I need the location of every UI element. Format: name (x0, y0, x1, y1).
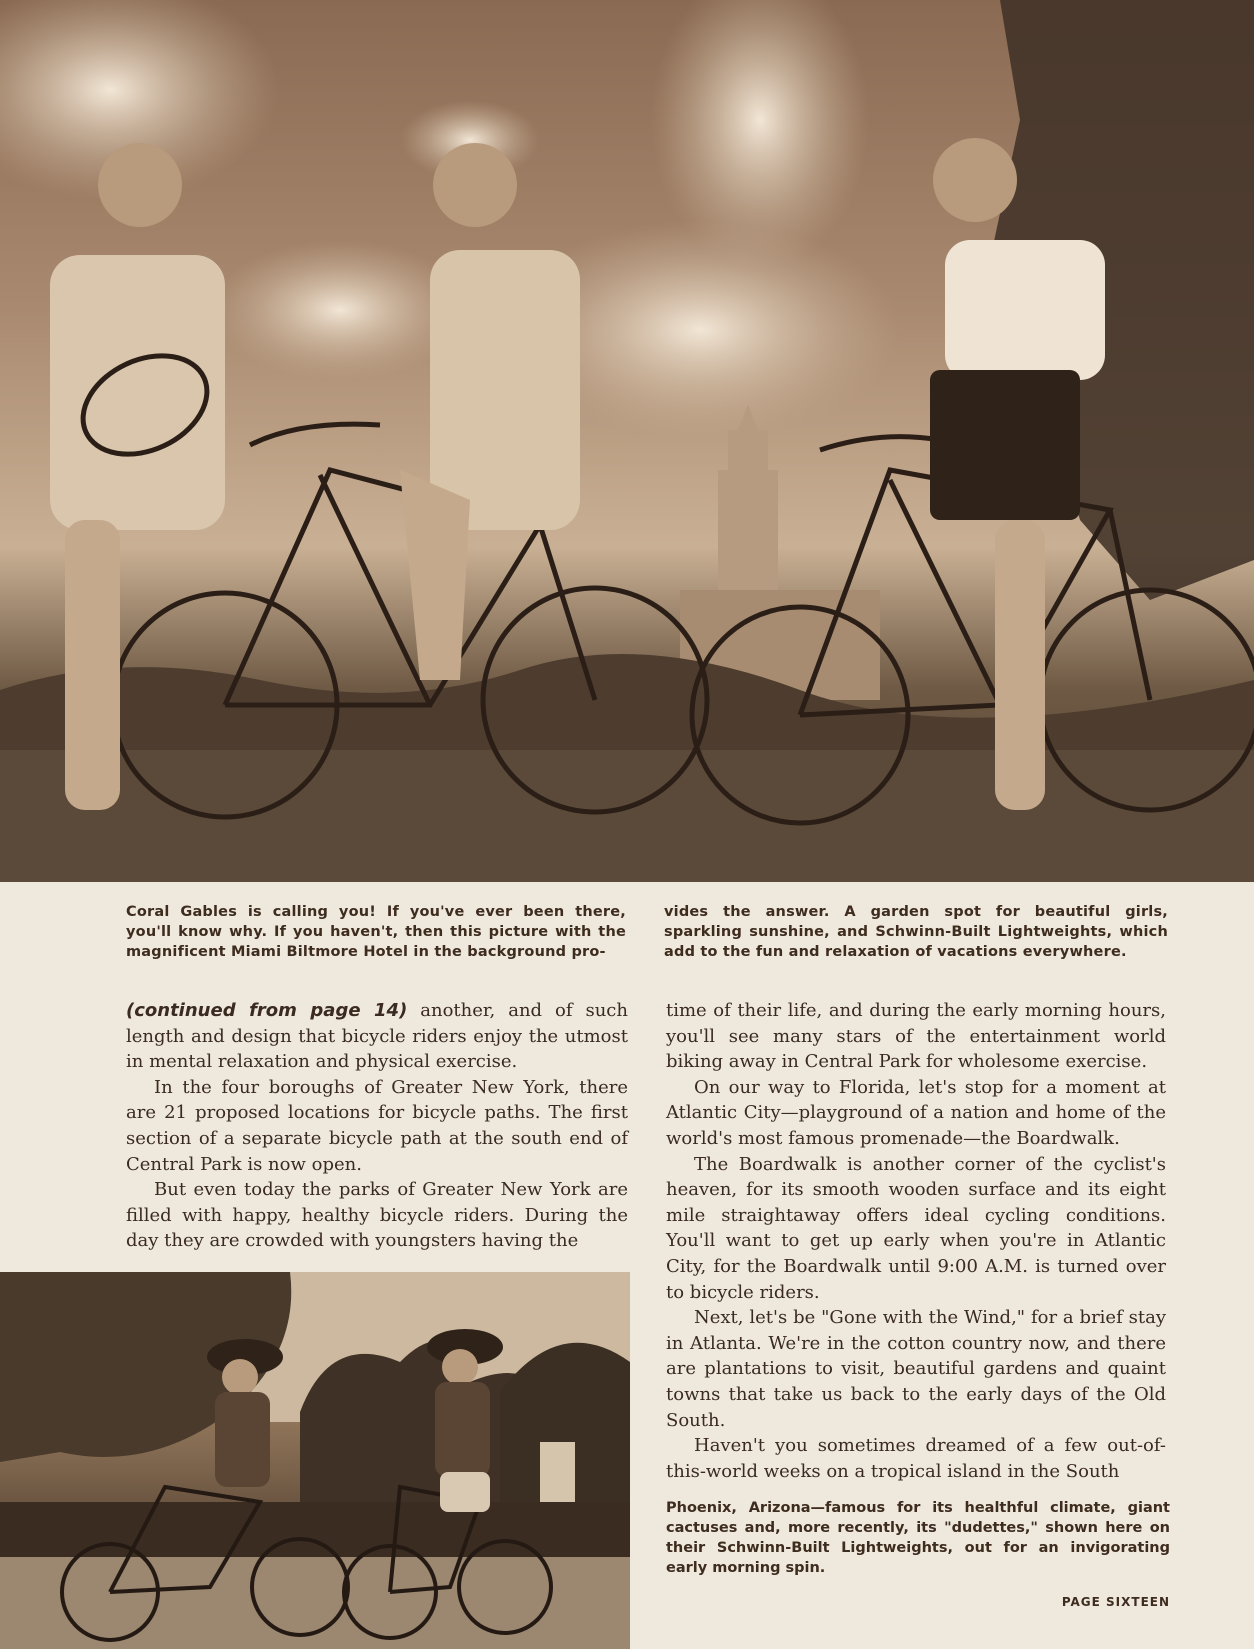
phoenix-dudettes-photo (0, 1272, 630, 1649)
article-paragraph: In the four boroughs of Greater New York, there are 21 proposed locations for bicycle paths. The first section of a separate bicycle path at the south end of Central Park is now open. (126, 1076, 628, 1175)
article-column-right (666, 998, 1166, 1484)
top-photo-caption-left: Coral Gables is calling you! If you've ever been there, you'll know why. If you haven't, then this picture with the magnificent Miami Biltmore Hotel in the background pro- (126, 904, 626, 960)
treeline (0, 654, 1254, 760)
article-paragraph: On our way to Florida, let's stop for a moment at Atlantic City—playground of a nation and home of the world's most famous promenade—the Boardwalk. (666, 1076, 1166, 1149)
article-paragraph (126, 998, 628, 1075)
article-paragraph: The Boardwalk is another corner of the cyclist's heaven, for its smooth wooden surface and its eight mile straightaway offers ideal cycling conditions. You'll want to get up early when you're in Atlantic City, for the Boardwalk until 9:00 A.M. is turned over to bicycle riders. (666, 1153, 1166, 1303)
article-column-left (126, 998, 628, 1254)
hedge (0, 1502, 630, 1557)
article-paragraph: Next, let's be "Gone with the Wind," for a brief stay in Atlanta. We're in the cotton country now, and there are plantations to visit, beautiful gardens and quaint towns that take us back to the early days of the Old South. (666, 1307, 1166, 1431)
article-paragraph: time of their life, and during the early morning hours, you'll see many stars of the entertainment world biking away in Central Park for wholesome exercise. (666, 1000, 1166, 1073)
continued-note: (continued from page 14) (126, 1000, 408, 1021)
road (0, 1557, 630, 1649)
article-text: another, and of such length and design that bicycle riders enjoy the utmost in mental relaxation and physical exercise. (126, 1000, 628, 1073)
woman-center (400, 143, 580, 680)
bottom-photo-caption: Phoenix, Arizona—famous for its healthful climate, giant cactuses and, more recently, its "dudettes," shown here on their Schwinn-Built Lightweights, out for an invigorating early morning spin. (666, 1500, 1170, 1576)
article-paragraph: Haven't you sometimes dreamed of a few out-of-this-world weeks on a tropical island in the South (666, 1435, 1166, 1482)
page-number: PAGE SIXTEEN (1061, 1595, 1170, 1609)
top-photo-caption-right: vides the answer. A garden spot for beautiful girls, sparkling sunshine, and Schwinn-Built Lightweights, which add to the fun and relaxation of vacations everywhere. (664, 904, 1168, 960)
bottom-photograph (0, 1272, 630, 1649)
article-paragraph: But even today the parks of Greater New York are filled with happy, healthy bicycle riders. During the day they are crowded with youngsters having the (126, 1179, 628, 1252)
